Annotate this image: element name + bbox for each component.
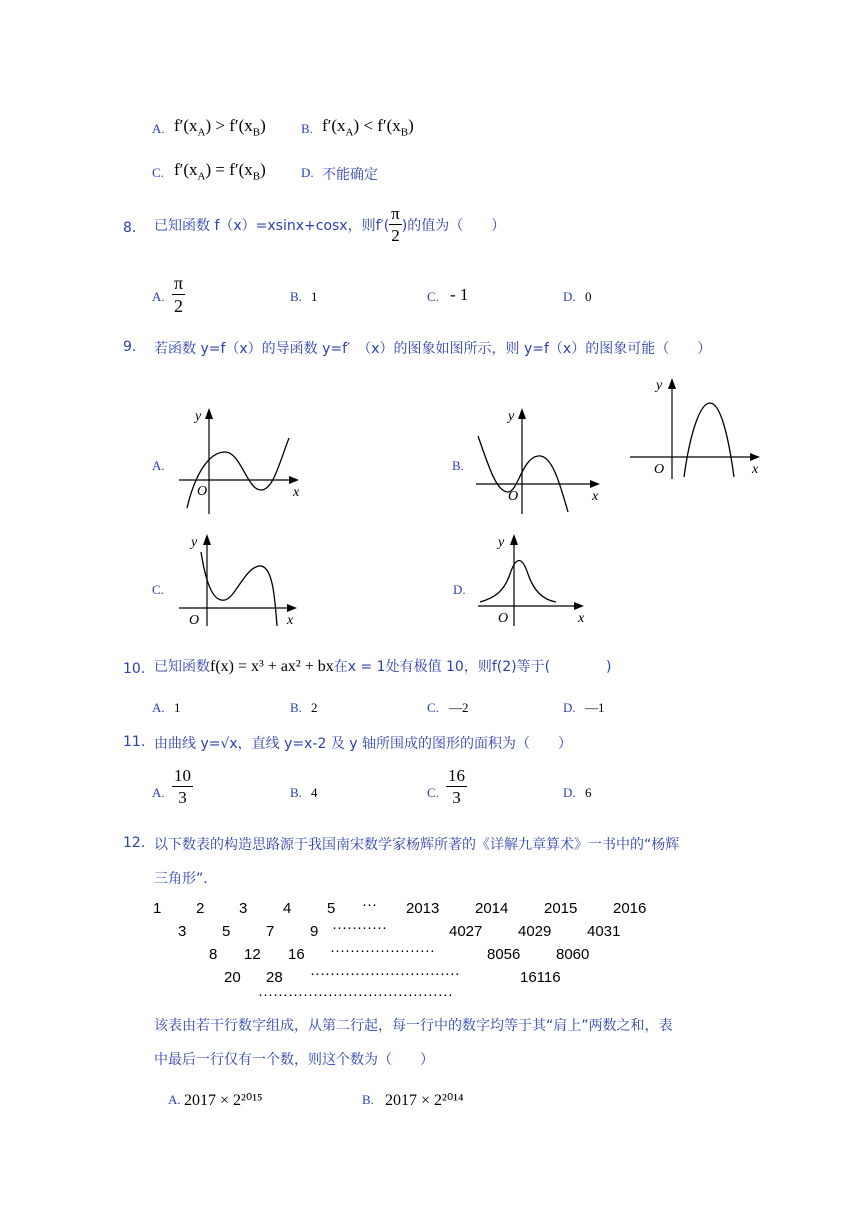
graph-c-y-arrow [203, 534, 211, 545]
q8-stem-fraction [389, 205, 402, 244]
table-r3-c8060: 8060 [556, 946, 590, 963]
q11-option-b-label: B. [290, 785, 302, 800]
q10-option-a-label: A. [152, 700, 165, 715]
table-r1-c2013: 2013 [406, 900, 440, 917]
q12-option-b-expr: 2017 × 2²⁰¹⁴ [385, 1092, 464, 1109]
graph-a-y-label: y [195, 409, 202, 424]
q12-option-b-label: B. [362, 1092, 374, 1107]
q10-stem-post: 在x = 1处有极值 10，则f(2)等于( ) [333, 659, 612, 675]
q12-desc-line1: 该表由若干行数字组成，从第二行起，每一行中的数字均等于其“肩上”两数之和，表 [154, 1018, 673, 1034]
graph-d-curve [480, 561, 556, 603]
graph-b-x-arrow [590, 480, 600, 488]
table-r3-c8056: 8056 [487, 946, 521, 963]
q7-option-a-expr: $f'(x_A) > f'(x_B)$ [174, 116, 266, 139]
q8-option-a-label: A. [152, 289, 165, 304]
table-r2-c1: 3 [178, 923, 187, 940]
q11-number: 11. [123, 734, 146, 750]
q10-number: 10. [123, 661, 146, 677]
q10-stem-pre: 已知函数 [154, 659, 210, 675]
q12-option-a-label: A. [168, 1092, 181, 1107]
derivative-y-arrow [668, 378, 676, 389]
table-r5-ellipsis: ······································· [258, 986, 453, 1003]
q7-option-a-label: A. [152, 121, 165, 136]
q11-c-num: 16 [448, 766, 465, 785]
graph-b-y-arrow [518, 408, 526, 419]
q9-stem: 若函数 y=f（x）的导函数 y=f′ （x）的图象如图所示，则 y=f（x）的图象可能（ ） [154, 341, 712, 357]
table-r1-ellipsis: ··· [362, 896, 377, 913]
table-r4-c2: 28 [266, 969, 283, 986]
table-r1-c4: 4 [283, 900, 292, 917]
derivative-graph [626, 373, 766, 483]
q7-option-d-label: D. [301, 165, 314, 180]
q12-stem-line1: 以下数表的构造思路源于我国南宋数学家杨辉所著的《详解九章算术》一书中的“杨辉 [154, 837, 680, 853]
q7-option-d-text: 不能确定 [322, 167, 378, 183]
q11-a-num: 10 [174, 766, 191, 785]
q8-number: 8. [123, 220, 137, 236]
q8-option-a-fraction [172, 274, 185, 315]
table-r2-c4031: 4031 [587, 923, 621, 940]
q9-graph-d [474, 530, 594, 630]
table-r3-c3: 16 [288, 946, 305, 963]
graph-d-origin: O [498, 611, 509, 626]
q11-option-c-fraction [446, 767, 467, 806]
derivative-x-arrow [750, 453, 760, 461]
table-r4-c16116: 16116 [520, 969, 561, 986]
table-r4-ellipsis: ······························ [310, 965, 460, 982]
graph-d-y-arrow [510, 534, 518, 545]
q10-option-b-label: B. [290, 700, 302, 715]
table-r1-c5: 5 [327, 900, 336, 917]
q8-option-c-label: C. [427, 289, 439, 304]
graph-c-x-label: x [287, 613, 294, 628]
q11-option-d-text: 6 [585, 785, 592, 800]
q9-option-c-label: C. [152, 582, 164, 597]
graph-d-x-label: x [578, 611, 585, 626]
q10-stem [154, 656, 612, 676]
derivative-x-label: x [752, 462, 759, 477]
table-r3-c2: 12 [244, 946, 261, 963]
q10-option-b-text: 2 [311, 700, 318, 715]
q12-option-a-expr: 2017 × 2²⁰¹⁵ [184, 1092, 263, 1109]
q8-option-d-text: 0 [585, 289, 592, 304]
q9-option-d-label: D. [453, 582, 466, 597]
table-r1-c2: 2 [196, 900, 205, 917]
graph-c-y-label: y [191, 535, 198, 550]
q8-a-num: π [174, 273, 184, 293]
derivative-y-label: y [656, 378, 663, 393]
q11-option-c-label: C. [427, 785, 439, 800]
q9-number: 9. [123, 339, 137, 355]
q8-option-b-label: B. [290, 289, 302, 304]
q11-option-a-fraction [172, 767, 193, 806]
q9-graph-c [175, 530, 305, 630]
q8-two: 2 [391, 226, 400, 245]
q8-a-den: 2 [174, 296, 184, 316]
q12-number: 12. [123, 835, 146, 851]
q8-stem-post: )的值为（ ） [401, 217, 506, 234]
q8-option-d-label: D. [563, 289, 576, 304]
graph-b-x-label: x [592, 489, 599, 504]
table-r1-c2016: 2016 [613, 900, 647, 917]
q12-desc-line2: 中最后一行仅有一个数，则这个数为（ ） [154, 1052, 434, 1068]
q8-stem-pre: 已知函数 f（x）=xsinx+cosx，则f′( [154, 217, 390, 234]
q11-option-b-text: 4 [311, 785, 318, 800]
table-r1-c3: 3 [239, 900, 248, 917]
graph-c-curve [201, 552, 277, 626]
table-r2-c3: 7 [266, 923, 275, 940]
q11-stem: 由曲线 y=√x，直线 y=x-2 及 y 轴所围成的图形的面积为（ ） [154, 736, 573, 752]
graph-a-y-arrow [205, 408, 213, 419]
derivative-curve [684, 403, 734, 477]
q10-option-d-label: D. [563, 700, 576, 715]
table-r3-c1: 8 [209, 946, 218, 963]
q10-option-c-text: —2 [449, 700, 469, 715]
graph-a-x-arrow [289, 476, 299, 484]
q8-option-c-text: - 1 [450, 285, 469, 304]
q9-graph-a [175, 404, 305, 516]
q11-option-d-label: D. [563, 785, 576, 800]
q9-option-b-label: B. [452, 458, 464, 473]
graph-a-origin: O [197, 484, 208, 499]
graph-d-x-arrow [574, 602, 584, 610]
q8-pi: π [391, 204, 400, 223]
q10-option-c-label: C. [427, 700, 439, 715]
graph-c-x-arrow [287, 604, 297, 612]
q10-option-a-text: 1 [174, 700, 181, 715]
q7-option-c-label: C. [152, 165, 164, 180]
table-r1-c2015: 2015 [544, 900, 578, 917]
table-r2-c4027: 4027 [449, 923, 483, 940]
q12-stem-line2: 三角形”． [154, 871, 218, 887]
graph-a-x-label: x [293, 485, 300, 500]
table-r2-c4029: 4029 [518, 923, 552, 940]
table-r2-c2: 5 [222, 923, 231, 940]
table-r3-ellipsis: ····················· [330, 942, 435, 959]
table-r4-c1: 20 [224, 969, 241, 986]
table-r2-c4: 9 [310, 923, 319, 940]
q7-option-c-expr: $f'(x_A) = f'(x_B)$ [174, 160, 266, 183]
graph-b-origin: O [508, 489, 519, 504]
q7-option-b-expr: $f'(x_A) < f'(x_B)$ [322, 116, 414, 139]
table-r2-ellipsis: ··········· [332, 919, 387, 936]
derivative-origin: O [654, 462, 665, 477]
q10-stem-expr: f(x) = x³ + ax² + bx [210, 658, 334, 675]
q9-option-a-label: A. [152, 458, 165, 473]
q10-option-d-text: —1 [585, 700, 605, 715]
q9-graph-b [472, 404, 608, 516]
q11-c-den: 3 [452, 788, 461, 807]
graph-d-y-label: y [498, 535, 505, 550]
table-r1-c1: 1 [153, 900, 162, 917]
graph-b-y-label: y [508, 409, 515, 424]
q8-option-b-text: 1 [311, 289, 318, 304]
table-r1-c2014: 2014 [475, 900, 509, 917]
graph-c-origin: O [189, 613, 200, 628]
graph-b-curve [478, 436, 568, 512]
q11-a-den: 3 [178, 788, 187, 807]
q8-stem [154, 205, 505, 244]
q7-option-b-label: B. [301, 121, 313, 136]
q11-option-a-label: A. [152, 785, 165, 800]
